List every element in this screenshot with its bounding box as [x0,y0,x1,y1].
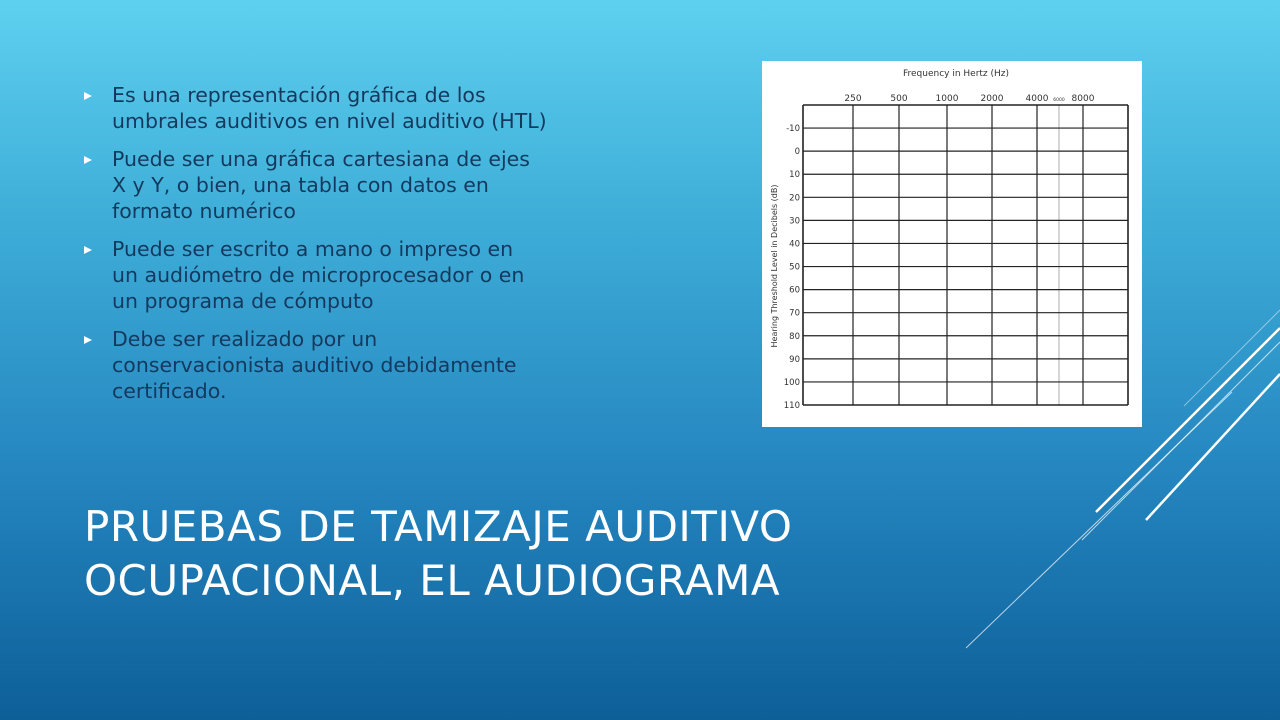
bullet-item [84,236,664,314]
bullet-line: umbrales auditivos en nivel auditivo (HTL) [112,109,547,133]
bullet-line: Puede ser escrito a mano o impreso en [112,237,514,261]
bullet-line: Puede ser una gráfica cartesiana de ejes [112,147,530,171]
level-label: 90 [789,354,800,365]
bullet-line: un audiómetro de microprocesador o en [112,263,525,287]
frequency-label: 8000 [1071,94,1095,104]
title-line: PRUEBAS DE TAMIZAJE AUDITIVO [84,502,793,551]
bullet-item [84,326,664,404]
arrow-bullet-icon [84,92,92,100]
level-label: 0 [794,147,800,158]
level-label: 50 [789,262,800,273]
bullet-line: Debe ser realizado por un [112,327,378,351]
arrow-bullet-icon [84,336,92,344]
title-line: OCUPACIONAL, EL AUDIOGRAMA [84,556,781,605]
bullet-line: un programa de cómputo [112,289,374,313]
audiogram-chart [762,61,1142,427]
level-label: 100 [783,377,800,388]
frequency-label: 4000 [1025,94,1049,104]
level-label: -10 [786,124,800,135]
bullet-line: Es una representación gráfica de los [112,83,486,107]
level-label: 80 [789,331,800,342]
level-label: 60 [789,285,800,296]
audiogram-grid [803,105,1128,405]
bullet-line: formato numérico [112,199,296,223]
level-labels [784,124,800,411]
level-label: 70 [789,308,800,319]
level-label: 40 [789,239,800,250]
arrow-bullet-icon [84,246,92,254]
frequency-labels [844,94,1094,104]
audiogram-side-title: Hearing Threshold Level in Decibels (dB) [770,184,779,348]
bullet-list [84,82,664,416]
audiogram-top-title: Frequency in Hertz (Hz) [902,69,1010,79]
frequency-label: 500 [890,94,908,104]
level-label: 110 [783,401,800,411]
bullet-line: certificado. [112,379,227,403]
frequency-label: 2000 [980,94,1004,104]
bullet-line: X y Y, o bien, una tabla con datos en [112,173,489,197]
level-label: 20 [789,193,800,204]
frequency-label: 6000 [1053,98,1065,103]
deco-line [1184,310,1280,406]
deco-line [1146,374,1280,520]
frequency-label: 250 [844,94,862,104]
bullet-line: conservacionista auditivo debidamente [112,353,517,377]
level-label: 10 [789,170,800,181]
slide-title [84,500,792,608]
level-label: 30 [789,216,800,227]
arrow-bullet-icon [84,156,92,164]
bullet-item [84,146,664,224]
bullet-item [84,82,664,134]
deco-line [966,392,1232,648]
audiogram-image [762,61,1142,427]
frequency-label: 1000 [935,94,959,104]
